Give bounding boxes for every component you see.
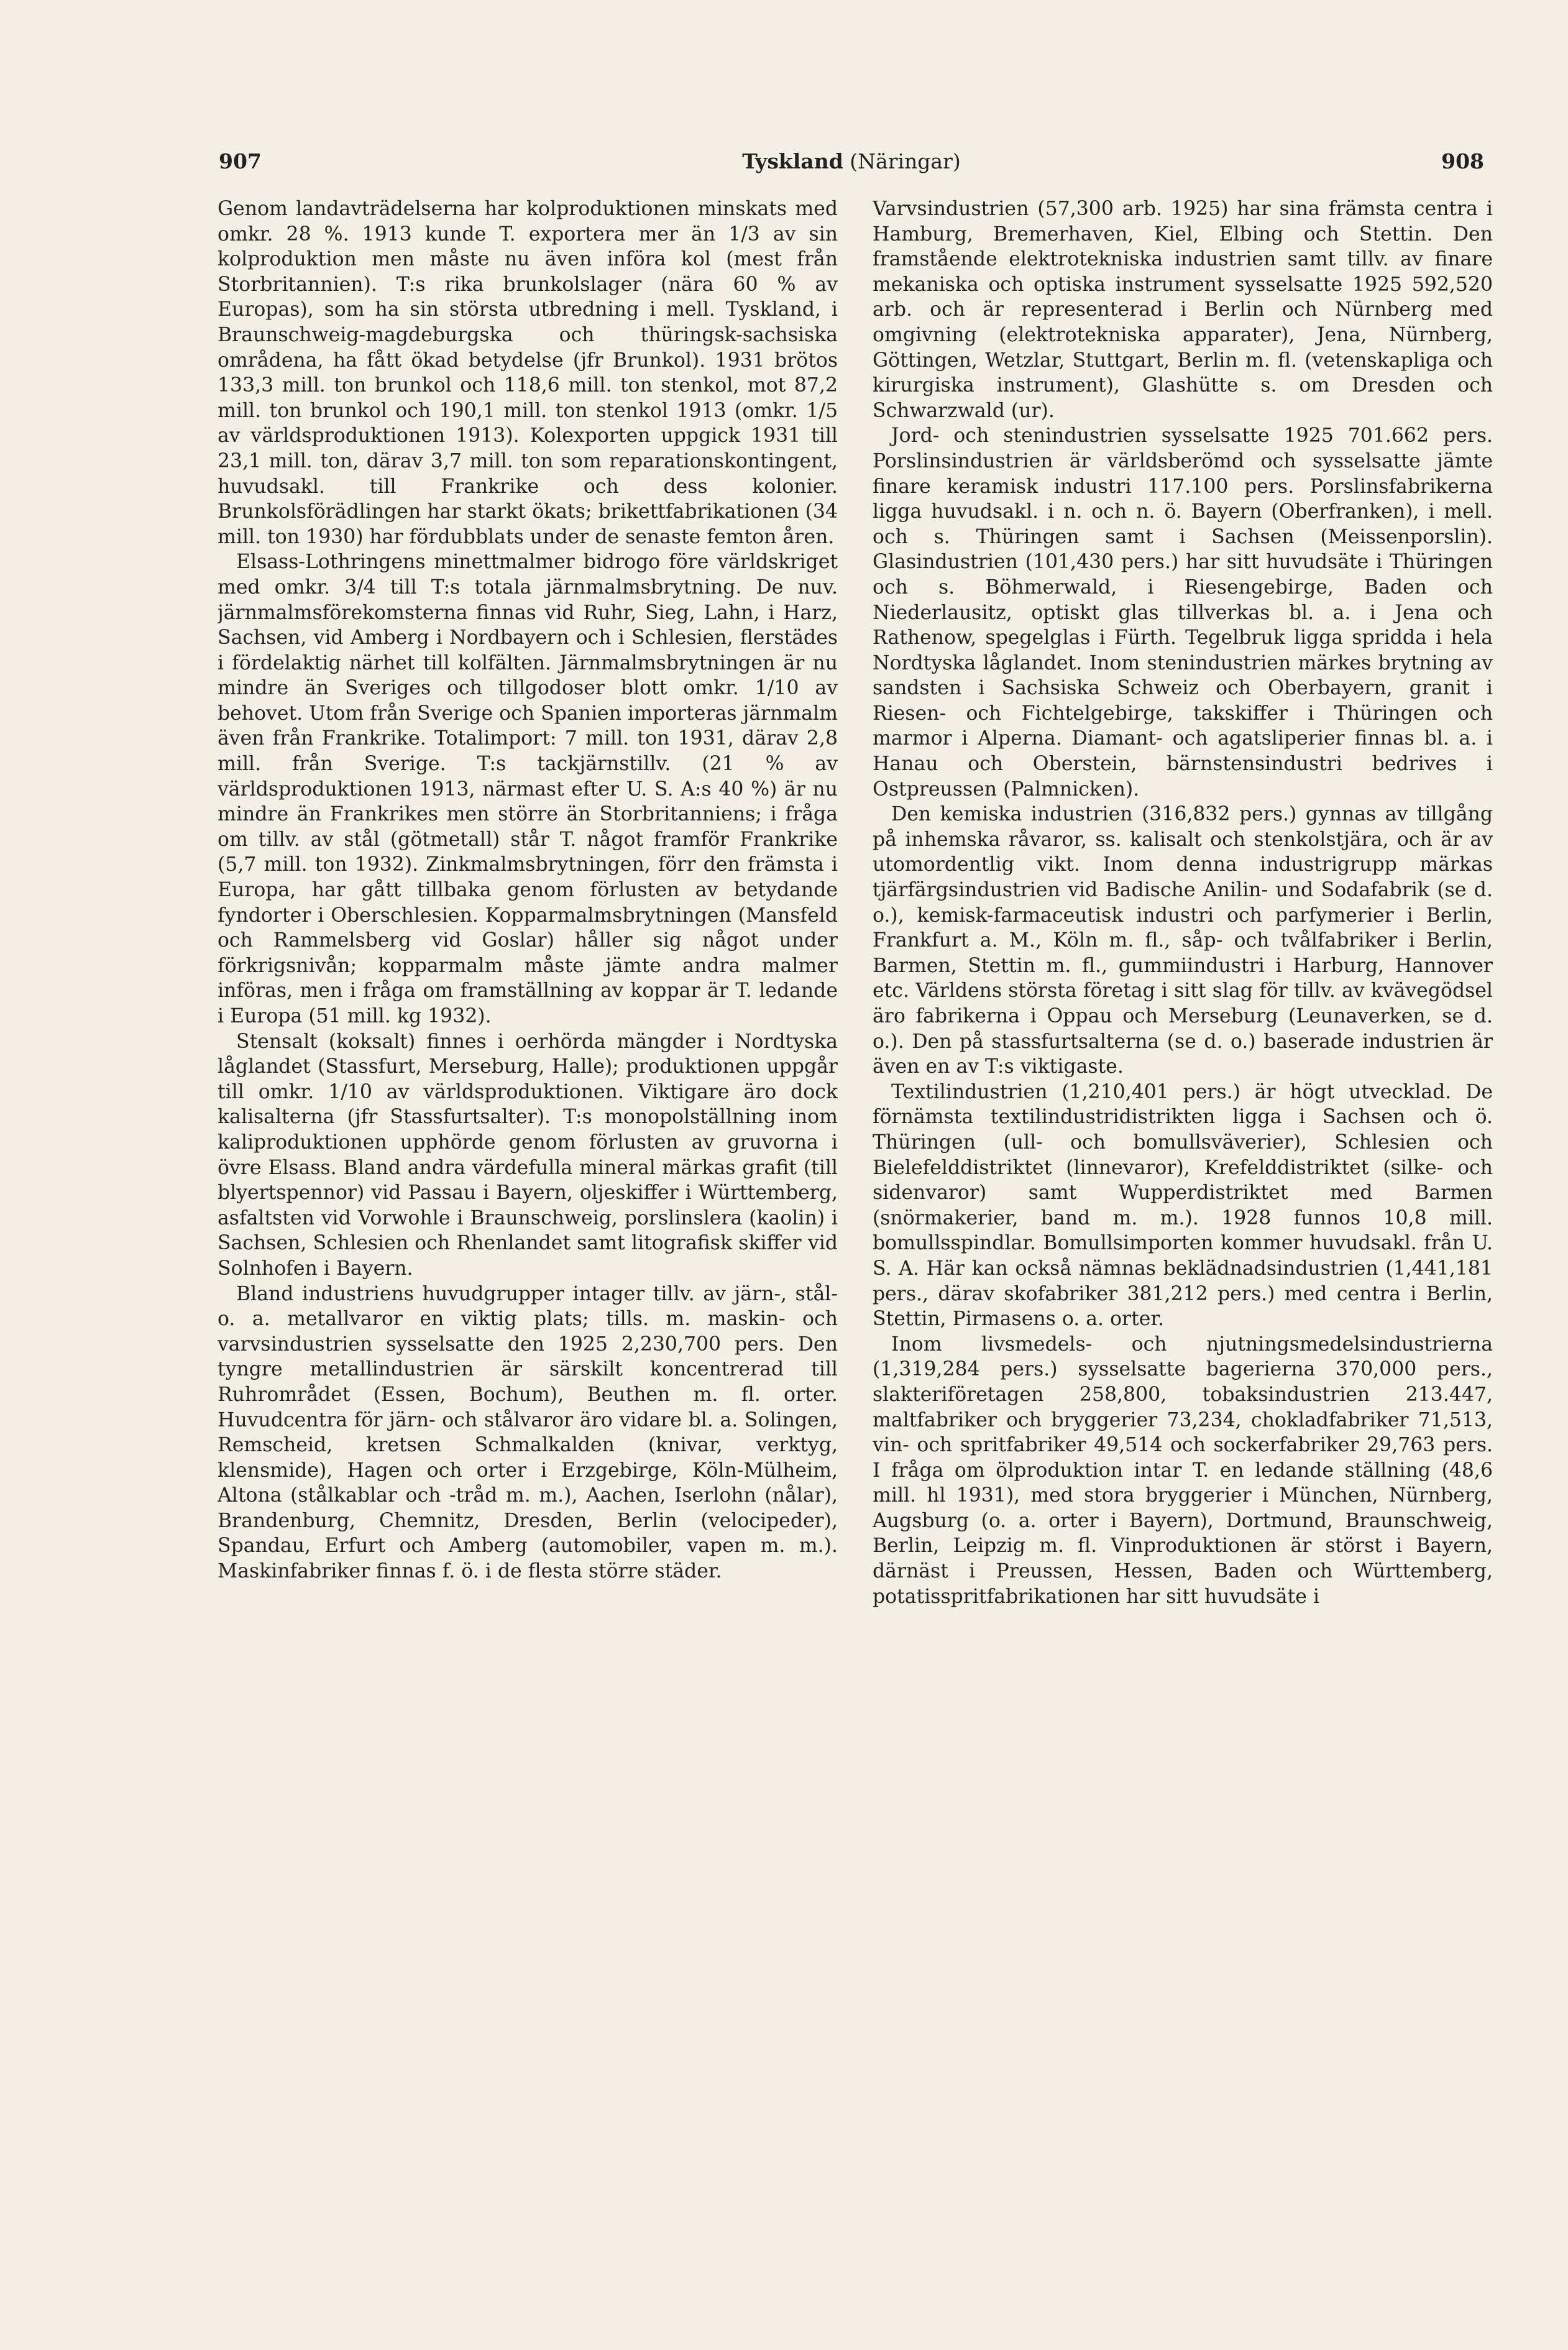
right-column xyxy=(873,196,1493,2247)
page-header xyxy=(219,149,1484,186)
paragraph: Elsass-Lothringens minettmalmer bidrogo före världskriget med omkr. 3/4 till T:s totala järnmalmsbrytning. De nuv. järnmalmsförekomsterna finnas vid Ruhr, Sieg, Lahn, i Harz, Sachsen, vid Amberg i Nordbayern och i Schlesien, flerstädes i fördelaktig närhet till kolfälten. Järnmalmsbrytningen är nu mindre än Sveriges och tillgodoser blott omkr. 1/10 av behovet. Utom från Sverige och Spanien importeras järnmalm även från Frankrike. Totalimport: 7 mill. ton 1931, därav 2,8 mill. från Sverige. T:s tackjärnstillv. (21 % av världsproduktionen 1913, närmast efter U. S. A:s 40 %) är nu mindre än Frankrikes men större än Storbritanniens; i fråga om tillv. av stål (götmetall) står T. något framför Frankrike (5,7 mill. ton 1932). Zinkmalmsbrytningen, förr den främsta i Europa, har gått tillbaka genom förlusten av betydande fyndorter i Oberschlesien. Kopparmalmsbrytningen (Mansfeld och Rammelsberg vid Goslar) håller sig något under förkrigsnivån; kopparmalm måste jämte andra malmer införas, men i fråga om framställning av koppar är T. ledande i Europa (51 mill. kg 1932). xyxy=(218,551,838,1027)
left-page-number: 907 xyxy=(219,149,262,173)
right-page-number: 908 xyxy=(1441,149,1484,173)
running-title xyxy=(219,149,1484,173)
paragraph: Textilindustrien (1,210,401 pers.) är högt utvecklad. De förnämsta textilindustridistrikten ligga i Sachsen och ö. Thüringen (ull- och bomullsväverier), Schlesien och Bielefelddistriktet (linnevaror), Krefelddistriktet (silke- och sidenvaror) samt Wupperdistriktet med Barmen (snörmakerier, band m. m.). 1928 funnos 10,8 mill. bomullsspindlar. Bomullsimporten kommer huvudsakl. från U. S. A. Här kan också nämnas beklädnadsindustrien (1,441,181 pers., därav skofabriker 381,212 pers.) med centra i Berlin, Stettin, Pirmasens o. a. orter. xyxy=(873,1080,1493,1331)
paragraph: Jord- och stenindustrien sysselsatte 1925 701.662 pers. Porslinsindustrien är världsberömd och sysselsatte jämte finare keramisk industri 117.100 pers. Porslinsfabrikerna ligga huvudsakl. i n. och n. ö. Bayern (Oberfranken), i mell. och s. Thüringen samt i Sachsen (Meissenporslin). Glasindustrien (101,430 pers.) har sitt huvudsäte i Thüringen och s. Böhmerwald, i Riesengebirge, Baden och Niederlausitz, optiskt glas tillverkas bl. a. i Jena och Rathenow, spegelglas i Fürth. Tegelbruk ligga spridda i hela Nordtyska låglandet. Inom stenindustrien märkes brytning av sandsten i Sachsiska Schweiz och Oberbayern, granit i Riesen- och Fichtelgebirge, takskiffer i Thüringen och marmor i Alperna. Diamant- och agatsliperier finnas bl. a. i Hanau och Oberstein, bärnstensindustri bedrives i Ostpreussen (Palmnicken). xyxy=(873,425,1493,801)
paragraph: Varvsindustrien (57,300 arb. 1925) har sina främsta centra i Hamburg, Bremerhaven, Kiel, Elbing och Stettin. Den framstående elektrotekniska industrien samt tillv. av finare mekaniska och optiska instrument sysselsatte 1925 592,520 arb. och är representerad i Berlin och Nürnberg med omgivning (elektrotekniska apparater), Jena, Nürnberg, Göttingen, Wetzlar, Stuttgart, Berlin m. fl. (vetenskapliga och kirurgiska instrument), Glashütte s. om Dresden och Schwarzwald (ur). xyxy=(873,198,1493,422)
paragraph: Bland industriens huvudgrupper intager tillv. av järn-, stål- o. a. metallvaror en viktig plats; tills. m. maskin- och varvsindustrien sysselsatte den 1925 2,230,700 pers. Den tyngre metallindustrien är särskilt koncentrerad till Ruhrområdet (Essen, Bochum), Beuthen m. fl. orter. Huvudcentra för järn- och stålvaror äro vidare bl. a. Solingen, Remscheid, kretsen Schmalkalden (knivar, verktyg, klensmide), Hagen och orter i Erzgebirge, Köln-Mülheim, Altona (stålkablar och -tråd m. m.), Aachen, Iserlohn (nålar), Brandenburg, Chemnitz, Dresden, Berlin (velocipeder), Spandau, Erfurt och Amberg (automobiler, vapen m. m.). Maskinfabriker finnas f. ö. i de flesta större städer. xyxy=(218,1282,838,1583)
paragraph: Den kemiska industrien (316,832 pers.) gynnas av tillgång på inhemska råvaror, ss. kalisalt och stenkolstjära, och är av utomordentlig vikt. Inom denna industrigrupp märkas tjärfärgsindustrien vid Badische Anilin- und Sodafabrik (se d. o.), kemisk-farmaceutisk industri och parfymerier i Berlin, Frankfurt a. M., Köln m. fl., såp- och tvålfabriker i Berlin, Barmen, Stettin m. fl., gummiindustri i Harburg, Hannover etc. Världens största företag i sitt slag för tillv. av kvävegödsel äro fabrikerna i Oppau och Merseburg (Leunaverken, se d. o.). Den på stassfurtsalterna (se d. o.) baserade industrien är även en av T:s viktigaste. xyxy=(873,803,1493,1078)
paragraph: Genom landavträdelserna har kolproduktionen minskats med omkr. 28 %. 1913 kunde T. exportera mer än 1/3 av sin kolproduktion men måste nu även införa kol (mest från Storbritannien). T:s rika brunkolslager (nära 60 % av Europas), som ha sin största utbredning i mell. Tyskland, i Braunschweig-magdeburgska och thüringsk-sachsiska områdena, ha fått ökad betydelse (jfr Brunkol). 1931 brötos 133,3 mill. ton brunkol och 118,6 mill. ton stenkol, mot 87,2 mill. ton brunkol och 190,1 mill. ton stenkol 1913 (omkr. 1/5 av världsproduktionen 1913). Kolexporten uppgick 1931 till 23,1 mill. ton, därav 3,7 mill. ton som reparationskontingent, huvudsakl. till Frankrike och dess kolonier. Brunkolsförädlingen har starkt ökats; brikettfabrikationen (34 mill. ton 1930) har fördubblats under de senaste femton åren. xyxy=(218,198,838,548)
paragraph: Stensalt (koksalt) finnes i oerhörda mängder i Nordtyska låglandet (Stassfurt, Merseburg, Halle); produktionen uppgår till omkr. 1/10 av världsproduktionen. Viktigare äro dock kalisalterna (jfr Stassfurtsalter). T:s monopolställning inom kaliproduktionen upphörde genom förlusten av gruvorna i övre Elsass. Bland andra värdefulla mineral märkas grafit (till blyertspennor) vid Passau i Bayern, oljeskiffer i Württemberg, asfaltsten vid Vorwohle i Braunschweig, porslinslera (kaolin) i Sachsen, Schlesien och Rhenlandet samt litografisk skiffer vid Solnhofen i Bayern. xyxy=(218,1030,838,1280)
left-column xyxy=(218,196,838,2247)
paragraph: Inom livsmedels- och njutningsmedelsindustrierna (1,319,284 pers.) sysselsatte bagerierna 370,000 pers., slakteriföretagen 258,800, tobaksindustrien 213.447, maltfabriker och bryggerier 73,234, chokladfabriker 71,513, vin- och spritfabriker 49,514 och sockerfabriker 29,763 pers. I fråga om ölproduktion intar T. en ledande ställning (48,6 mill. hl 1931), med stora bryggerier i München, Nürnberg, Augsburg (o. a. orter i Bayern), Dortmund, Braunschweig, Berlin, Leipzig m. fl. Vinproduktionen är störst i Bayern, därnäst i Preussen, Hessen, Baden och Württemberg, potatisspritfabrikationen har sitt huvudsäte i xyxy=(873,1333,1493,1608)
title-subtitle: (Näringar) xyxy=(850,149,961,173)
title-word: Tyskland xyxy=(742,149,843,173)
